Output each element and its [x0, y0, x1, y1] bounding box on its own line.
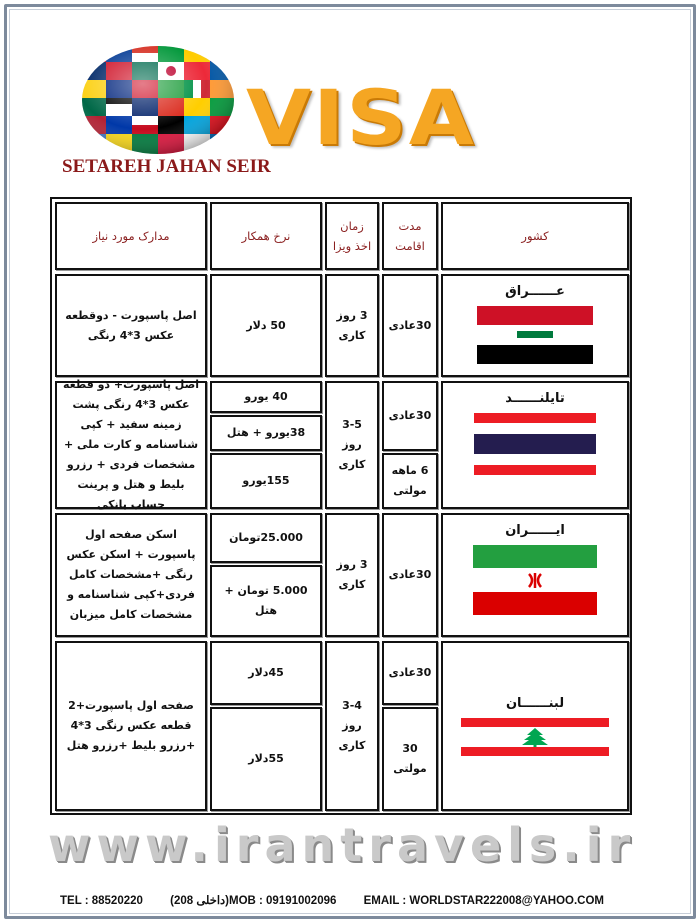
company-name: SETAREH JAHAN SEIR [62, 156, 271, 177]
contact-tel: TEL : 88520220 [60, 895, 143, 907]
iran-flag-icon [473, 545, 597, 615]
header-country: کشور [441, 202, 629, 270]
lebanon-rate-1: 45دلار [210, 641, 322, 705]
visa-title: VISA [246, 73, 476, 163]
iran-rate-1: 25.000تومان [210, 513, 322, 563]
lebanon-visa-time: 3-4 روز کاری [325, 641, 379, 811]
world-flags-globe-icon [80, 44, 236, 156]
lebanon-country-name: لبنــــــان [505, 696, 565, 711]
thailand-country-cell [441, 381, 629, 509]
lebanon-country-cell [441, 641, 629, 811]
contact-line [60, 893, 660, 907]
lebanon-stay-1: 30عادی [382, 641, 438, 705]
lebanon-flag-icon [461, 718, 609, 756]
header-rate: نرخ همکار [210, 202, 322, 270]
iraq-country-cell [441, 274, 629, 377]
thailand-flag-icon [474, 413, 596, 475]
thailand-stay-2: 6 ماهه مولتی [382, 453, 438, 509]
header-visa-time: زمان اخذ ویزا [325, 202, 379, 270]
iraq-rate: 50 دلار [210, 274, 322, 377]
header-stay: مدت اقامت [382, 202, 438, 270]
contact-mob: (داخلی 208)MOB : 09191002096 [170, 895, 337, 907]
thailand-rate-3: 155یورو [210, 453, 322, 509]
thailand-country-name: تایلنــــــد [505, 391, 565, 406]
header-documents: مدارک مورد نیاز [55, 202, 207, 270]
iran-rate-2: 5.000 تومان + هتل [210, 565, 322, 637]
iraq-stay: 30عادی [382, 274, 438, 377]
iraq-flag-icon [477, 306, 593, 364]
thailand-rate-1: 40 یورو [210, 381, 322, 413]
iran-country-name: ایــــــران [505, 523, 565, 538]
lebanon-documents: صفحه اول پاسپورت+2 قطعه عکس رنگی 3*4 +رزرو بلیط +رزرو هتل [55, 641, 207, 811]
thailand-visa-time: 3-5 روز کاری [325, 381, 379, 509]
iran-visa-time: 3 روز کاری [325, 513, 379, 637]
visa-table [50, 197, 632, 815]
lebanon-stay-2: 30 مولتی [382, 707, 438, 811]
iraq-country-name: عــــــراق [505, 284, 565, 299]
iran-documents: اسکن صفحه اول پاسپورت + اسکن عکس رنگی +مشخصات کامل فردی+کپی شناسنامه و مشخصات کامل میزبان [55, 513, 207, 637]
thailand-stay-1: 30عادی [382, 381, 438, 451]
iran-stay: 30عادی [382, 513, 438, 637]
iraq-visa-time: 3 روز کاری [325, 274, 379, 377]
website-watermark[interactable]: www.irantravels.ir [48, 818, 637, 872]
lebanon-rate-2: 55دلار [210, 707, 322, 811]
thailand-documents: اصل پاسپورت+ دو قطعه عکس 3*4 رنگی پشت زمینه سفید + کپی شناسنامه و کارت ملی + مشخصات فردی + رزرو بلیط و هتل و پرینت حساب بانکی [55, 381, 207, 509]
contact-email[interactable]: EMAIL : WORLDSTAR222008@YAHOO.COM [363, 895, 604, 907]
iraq-documents: اصل پاسپورت - دوقطعه عکس 3*4 رنگی [55, 274, 207, 377]
thailand-rate-2: 38یورو + هتل [210, 415, 322, 451]
iran-country-cell [441, 513, 629, 637]
